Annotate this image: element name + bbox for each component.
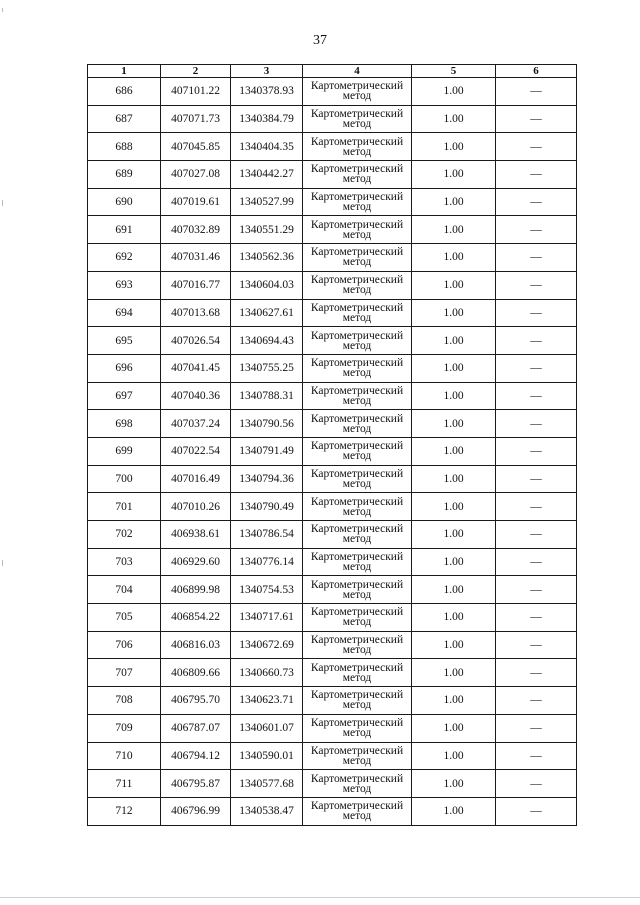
- table-row: [88, 299, 577, 327]
- method-line-1: Картометрический: [310, 108, 404, 121]
- method-line-2: метод: [342, 422, 372, 435]
- method-line-1: Картометрический: [310, 384, 404, 397]
- method-line-2: метод: [342, 145, 372, 158]
- page-bottom-edge: [0, 897, 640, 898]
- point-number-cell: 708: [88, 687, 161, 715]
- table-body: [88, 78, 577, 826]
- method-cell: [303, 714, 412, 742]
- method-line-1: Картометрический: [310, 578, 404, 591]
- point-number-cell: 689: [88, 161, 161, 189]
- y-coordinate-cell: 1340562.36: [231, 244, 303, 272]
- x-coordinate-cell: 407031.46: [161, 244, 231, 272]
- method-line-2: метод: [342, 754, 372, 767]
- y-coordinate-cell: 1340551.29: [231, 216, 303, 244]
- point-number-cell: 705: [88, 604, 161, 632]
- x-coordinate-cell: 407027.08: [161, 161, 231, 189]
- precision-cell: 1.00: [412, 188, 496, 216]
- description-cell: —: [496, 493, 577, 521]
- precision-cell: 1.00: [412, 354, 496, 382]
- method-line-2: метод: [342, 782, 372, 795]
- description-cell: —: [496, 161, 577, 189]
- method-cell: [303, 188, 412, 216]
- table-row: [88, 133, 577, 161]
- method-line-2: метод: [342, 671, 372, 684]
- y-coordinate-cell: 1340538.47: [231, 797, 303, 825]
- precision-cell: 1.00: [412, 465, 496, 493]
- description-cell: —: [496, 576, 577, 604]
- method-cell: [303, 742, 412, 770]
- method-cell: [303, 382, 412, 410]
- x-coordinate-cell: 406938.61: [161, 521, 231, 549]
- method-line-1: Картометрический: [310, 246, 404, 259]
- description-cell: —: [496, 797, 577, 825]
- x-coordinate-cell: 406795.70: [161, 687, 231, 715]
- y-coordinate-cell: 1340384.79: [231, 105, 303, 133]
- precision-cell: 1.00: [412, 659, 496, 687]
- point-number-cell: 691: [88, 216, 161, 244]
- y-coordinate-cell: 1340717.61: [231, 604, 303, 632]
- method-cell: [303, 410, 412, 438]
- x-coordinate-cell: 407016.49: [161, 465, 231, 493]
- precision-cell: 1.00: [412, 327, 496, 355]
- method-cell: [303, 299, 412, 327]
- table-row: [88, 797, 577, 825]
- column-header: 6: [496, 65, 577, 78]
- table-row: [88, 714, 577, 742]
- method-line-1: Картометрический: [310, 135, 404, 148]
- table-row: [88, 576, 577, 604]
- method-line-1: Картометрический: [310, 717, 404, 730]
- table-row: [88, 382, 577, 410]
- method-line-1: Картометрический: [310, 744, 404, 757]
- table-row: [88, 327, 577, 355]
- method-line-2: метод: [342, 644, 372, 657]
- method-cell: [303, 133, 412, 161]
- method-line-2: метод: [342, 699, 372, 712]
- precision-cell: 1.00: [412, 216, 496, 244]
- table-row: [88, 271, 577, 299]
- column-header: 5: [412, 65, 496, 78]
- x-coordinate-cell: 406795.87: [161, 770, 231, 798]
- description-cell: —: [496, 271, 577, 299]
- description-cell: —: [496, 437, 577, 465]
- description-cell: —: [496, 548, 577, 576]
- column-header: 1: [88, 65, 161, 78]
- method-line-2: метод: [342, 284, 372, 297]
- x-coordinate-cell: 406794.12: [161, 742, 231, 770]
- point-number-cell: 711: [88, 770, 161, 798]
- x-coordinate-cell: 407041.45: [161, 354, 231, 382]
- method-line-1: Картометрический: [310, 80, 404, 93]
- y-coordinate-cell: 1340601.07: [231, 714, 303, 742]
- point-number-cell: 704: [88, 576, 161, 604]
- point-number-cell: 712: [88, 797, 161, 825]
- x-coordinate-cell: 407032.89: [161, 216, 231, 244]
- precision-cell: 1.00: [412, 493, 496, 521]
- method-line-1: Картометрический: [310, 634, 404, 647]
- x-coordinate-cell: 407010.26: [161, 493, 231, 521]
- method-line-2: метод: [342, 533, 372, 546]
- precision-cell: 1.00: [412, 437, 496, 465]
- method-line-2: метод: [342, 173, 372, 186]
- description-cell: —: [496, 410, 577, 438]
- method-cell: [303, 78, 412, 106]
- method-cell: [303, 465, 412, 493]
- table-row: [88, 465, 577, 493]
- point-number-cell: 698: [88, 410, 161, 438]
- point-number-cell: 707: [88, 659, 161, 687]
- description-cell: —: [496, 78, 577, 106]
- method-cell: [303, 604, 412, 632]
- x-coordinate-cell: 407019.61: [161, 188, 231, 216]
- method-cell: [303, 437, 412, 465]
- method-line-1: Картометрический: [310, 357, 404, 370]
- precision-cell: 1.00: [412, 576, 496, 604]
- description-cell: —: [496, 105, 577, 133]
- method-line-1: Картометрический: [310, 689, 404, 702]
- table-row: [88, 78, 577, 106]
- table-row: [88, 604, 577, 632]
- method-cell: [303, 659, 412, 687]
- description-cell: —: [496, 188, 577, 216]
- y-coordinate-cell: 1340442.27: [231, 161, 303, 189]
- point-number-cell: 709: [88, 714, 161, 742]
- method-line-1: Картометрический: [310, 191, 404, 204]
- margin-mark: [2, 560, 3, 566]
- method-line-1: Картометрический: [310, 467, 404, 480]
- x-coordinate-cell: 406899.98: [161, 576, 231, 604]
- y-coordinate-cell: 1340754.53: [231, 576, 303, 604]
- point-number-cell: 693: [88, 271, 161, 299]
- precision-cell: 1.00: [412, 78, 496, 106]
- method-line-1: Картометрический: [310, 606, 404, 619]
- point-number-cell: 694: [88, 299, 161, 327]
- table-row: [88, 742, 577, 770]
- point-number-cell: 710: [88, 742, 161, 770]
- description-cell: —: [496, 714, 577, 742]
- description-cell: —: [496, 299, 577, 327]
- point-number-cell: 692: [88, 244, 161, 272]
- method-line-2: метод: [342, 727, 372, 740]
- point-number-cell: 702: [88, 521, 161, 549]
- y-coordinate-cell: 1340604.03: [231, 271, 303, 299]
- point-number-cell: 700: [88, 465, 161, 493]
- precision-cell: 1.00: [412, 382, 496, 410]
- method-cell: [303, 493, 412, 521]
- method-line-2: метод: [342, 450, 372, 463]
- precision-cell: 1.00: [412, 105, 496, 133]
- point-number-cell: 686: [88, 78, 161, 106]
- x-coordinate-cell: 407071.73: [161, 105, 231, 133]
- point-number-cell: 706: [88, 631, 161, 659]
- precision-cell: 1.00: [412, 770, 496, 798]
- table-row: [88, 548, 577, 576]
- column-header: 3: [231, 65, 303, 78]
- y-coordinate-cell: 1340790.56: [231, 410, 303, 438]
- method-line-1: Картометрический: [310, 523, 404, 536]
- precision-cell: 1.00: [412, 244, 496, 272]
- precision-cell: 1.00: [412, 161, 496, 189]
- x-coordinate-cell: 407013.68: [161, 299, 231, 327]
- coordinates-table: [87, 64, 577, 826]
- x-coordinate-cell: 406796.99: [161, 797, 231, 825]
- description-cell: —: [496, 742, 577, 770]
- page-number: 37: [313, 33, 327, 48]
- table-row: [88, 659, 577, 687]
- description-cell: —: [496, 216, 577, 244]
- x-coordinate-cell: 407037.24: [161, 410, 231, 438]
- method-line-1: Картометрический: [310, 772, 404, 785]
- description-cell: —: [496, 382, 577, 410]
- point-number-cell: 696: [88, 354, 161, 382]
- method-line-2: метод: [342, 118, 372, 131]
- point-number-cell: 703: [88, 548, 161, 576]
- table-row: [88, 244, 577, 272]
- method-line-1: Картометрический: [310, 661, 404, 674]
- table-row: [88, 161, 577, 189]
- y-coordinate-cell: 1340755.25: [231, 354, 303, 382]
- y-coordinate-cell: 1340527.99: [231, 188, 303, 216]
- x-coordinate-cell: 407101.22: [161, 78, 231, 106]
- method-cell: [303, 797, 412, 825]
- method-line-1: Картометрический: [310, 412, 404, 425]
- x-coordinate-cell: 406809.66: [161, 659, 231, 687]
- method-cell: [303, 161, 412, 189]
- description-cell: —: [496, 659, 577, 687]
- precision-cell: 1.00: [412, 133, 496, 161]
- y-coordinate-cell: 1340627.61: [231, 299, 303, 327]
- column-header: 4: [303, 65, 412, 78]
- x-coordinate-cell: 407022.54: [161, 437, 231, 465]
- description-cell: —: [496, 133, 577, 161]
- method-line-2: метод: [342, 588, 372, 601]
- method-cell: [303, 354, 412, 382]
- description-cell: —: [496, 604, 577, 632]
- table-row: [88, 493, 577, 521]
- method-line-2: метод: [342, 201, 372, 214]
- x-coordinate-cell: 406929.60: [161, 548, 231, 576]
- table-row: [88, 188, 577, 216]
- method-line-1: Картометрический: [310, 329, 404, 342]
- x-coordinate-cell: 407045.85: [161, 133, 231, 161]
- method-line-2: метод: [342, 339, 372, 352]
- point-number-cell: 690: [88, 188, 161, 216]
- precision-cell: 1.00: [412, 714, 496, 742]
- point-number-cell: 688: [88, 133, 161, 161]
- description-cell: —: [496, 631, 577, 659]
- point-number-cell: 687: [88, 105, 161, 133]
- table-row: [88, 631, 577, 659]
- y-coordinate-cell: 1340776.14: [231, 548, 303, 576]
- y-coordinate-cell: 1340577.68: [231, 770, 303, 798]
- table-row: [88, 105, 577, 133]
- method-cell: [303, 216, 412, 244]
- x-coordinate-cell: 406854.22: [161, 604, 231, 632]
- y-coordinate-cell: 1340786.54: [231, 521, 303, 549]
- precision-cell: 1.00: [412, 271, 496, 299]
- precision-cell: 1.00: [412, 797, 496, 825]
- precision-cell: 1.00: [412, 742, 496, 770]
- point-number-cell: 699: [88, 437, 161, 465]
- y-coordinate-cell: 1340404.35: [231, 133, 303, 161]
- point-number-cell: 701: [88, 493, 161, 521]
- description-cell: —: [496, 465, 577, 493]
- x-coordinate-cell: 407040.36: [161, 382, 231, 410]
- table-row: [88, 521, 577, 549]
- method-line-2: метод: [342, 311, 372, 324]
- method-cell: [303, 631, 412, 659]
- method-line-1: Картометрический: [310, 163, 404, 176]
- point-number-cell: 697: [88, 382, 161, 410]
- method-cell: [303, 687, 412, 715]
- description-cell: —: [496, 687, 577, 715]
- method-line-1: Картометрический: [310, 274, 404, 287]
- method-line-1: Картометрический: [310, 495, 404, 508]
- y-coordinate-cell: 1340623.71: [231, 687, 303, 715]
- x-coordinate-cell: 406787.07: [161, 714, 231, 742]
- method-line-1: Картометрический: [310, 800, 404, 813]
- method-line-2: метод: [342, 810, 372, 823]
- x-coordinate-cell: 406816.03: [161, 631, 231, 659]
- column-header: 2: [161, 65, 231, 78]
- method-line-2: метод: [342, 90, 372, 103]
- description-cell: —: [496, 770, 577, 798]
- precision-cell: 1.00: [412, 604, 496, 632]
- table-row: [88, 216, 577, 244]
- y-coordinate-cell: 1340791.49: [231, 437, 303, 465]
- table-row: [88, 437, 577, 465]
- y-coordinate-cell: 1340378.93: [231, 78, 303, 106]
- table-row: [88, 410, 577, 438]
- table-header-row: [88, 65, 577, 78]
- y-coordinate-cell: 1340794.36: [231, 465, 303, 493]
- method-line-2: метод: [342, 616, 372, 629]
- method-line-2: метод: [342, 367, 372, 380]
- y-coordinate-cell: 1340788.31: [231, 382, 303, 410]
- table-row: [88, 354, 577, 382]
- method-line-1: Картометрический: [310, 301, 404, 314]
- table-row: [88, 687, 577, 715]
- method-line-1: Картометрический: [310, 551, 404, 564]
- method-cell: [303, 271, 412, 299]
- method-line-1: Картометрический: [310, 218, 404, 231]
- method-line-2: метод: [342, 561, 372, 574]
- precision-cell: 1.00: [412, 548, 496, 576]
- method-cell: [303, 576, 412, 604]
- method-cell: [303, 548, 412, 576]
- method-line-2: метод: [342, 256, 372, 269]
- method-line-2: метод: [342, 228, 372, 241]
- precision-cell: 1.00: [412, 410, 496, 438]
- method-line-1: Картометрический: [310, 440, 404, 453]
- x-coordinate-cell: 407016.77: [161, 271, 231, 299]
- method-line-2: метод: [342, 477, 372, 490]
- description-cell: —: [496, 244, 577, 272]
- method-cell: [303, 521, 412, 549]
- y-coordinate-cell: 1340660.73: [231, 659, 303, 687]
- method-cell: [303, 244, 412, 272]
- y-coordinate-cell: 1340672.69: [231, 631, 303, 659]
- x-coordinate-cell: 407026.54: [161, 327, 231, 355]
- table-row: [88, 770, 577, 798]
- precision-cell: 1.00: [412, 687, 496, 715]
- method-cell: [303, 327, 412, 355]
- precision-cell: 1.00: [412, 521, 496, 549]
- method-cell: [303, 770, 412, 798]
- precision-cell: 1.00: [412, 299, 496, 327]
- method-cell: [303, 105, 412, 133]
- precision-cell: 1.00: [412, 631, 496, 659]
- point-number-cell: 695: [88, 327, 161, 355]
- description-cell: —: [496, 354, 577, 382]
- description-cell: —: [496, 327, 577, 355]
- method-line-2: метод: [342, 505, 372, 518]
- description-cell: —: [496, 521, 577, 549]
- margin-mark: [2, 8, 3, 12]
- margin-mark: [2, 200, 3, 206]
- y-coordinate-cell: 1340790.49: [231, 493, 303, 521]
- y-coordinate-cell: 1340694.43: [231, 327, 303, 355]
- y-coordinate-cell: 1340590.01: [231, 742, 303, 770]
- method-line-2: метод: [342, 394, 372, 407]
